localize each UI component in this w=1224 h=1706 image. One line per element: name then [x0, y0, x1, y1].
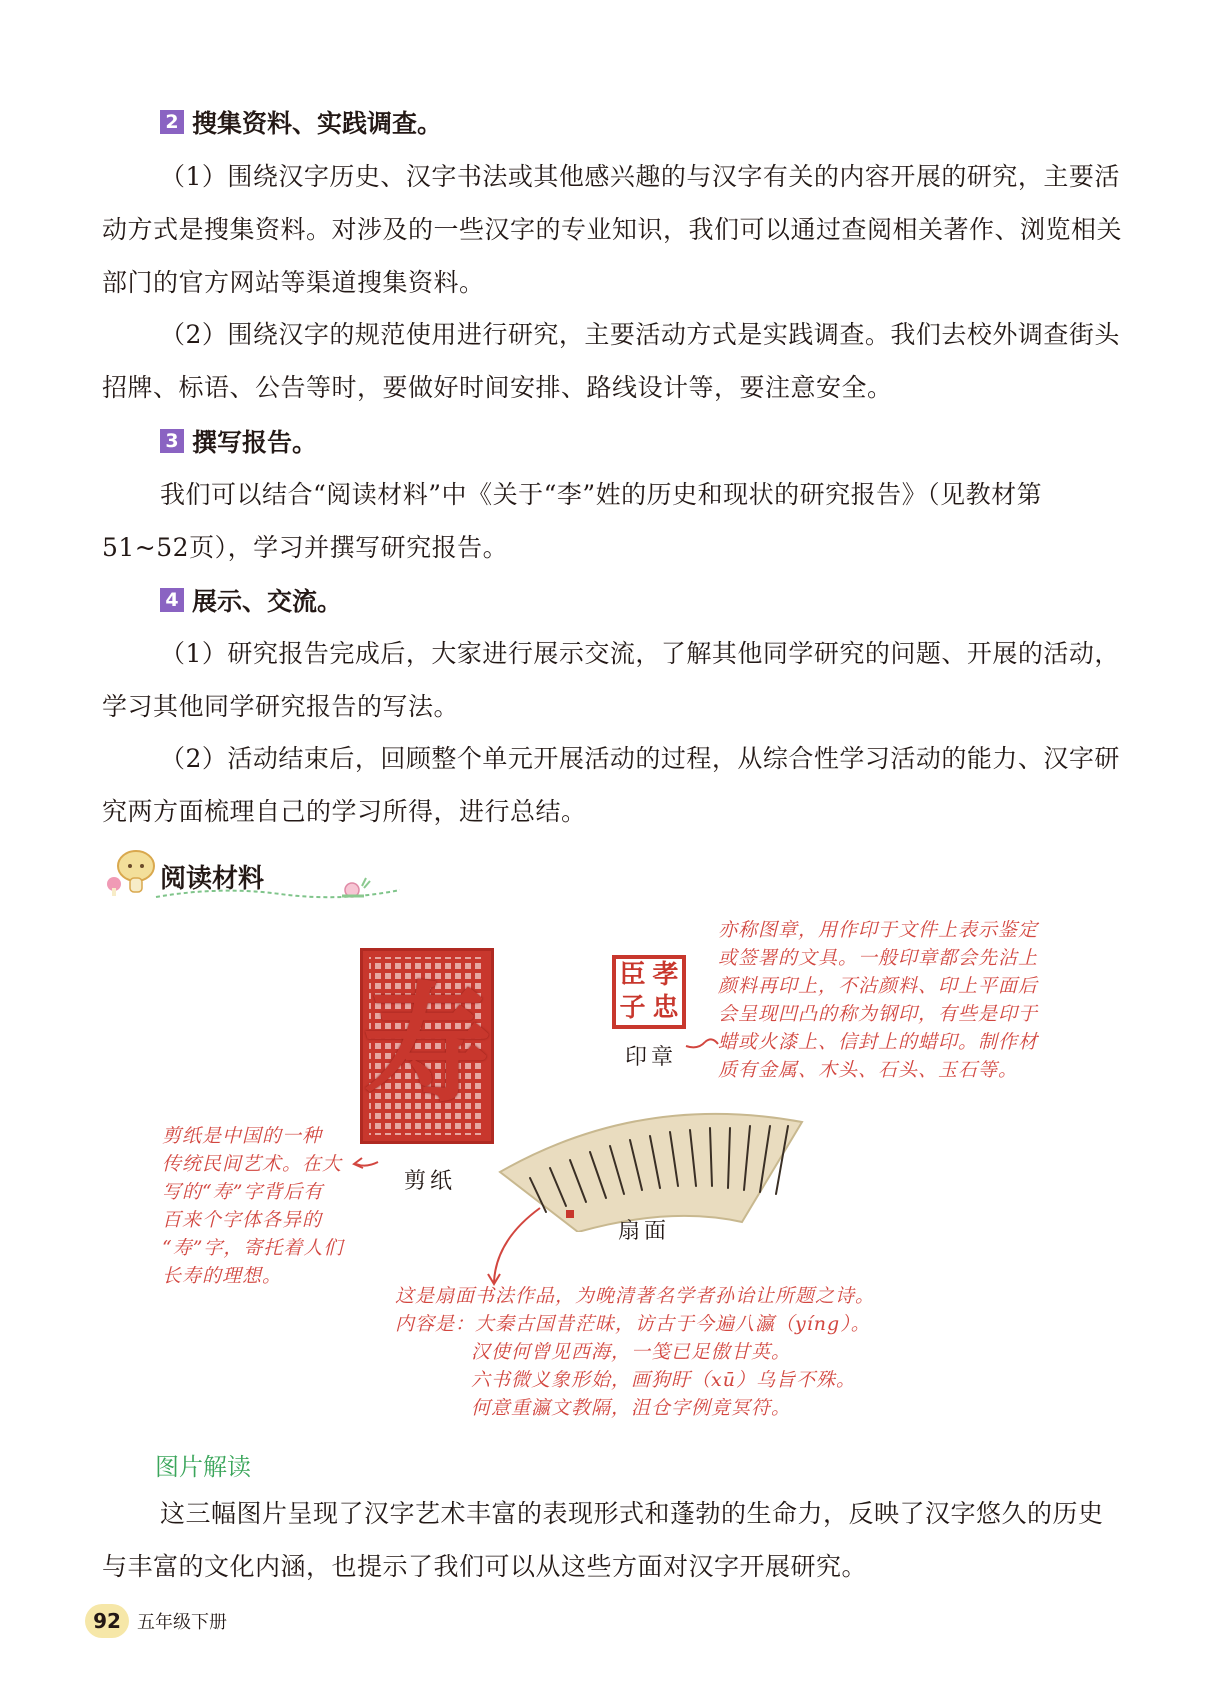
section-2-title: 搜集资料、实践调查。: [192, 109, 443, 138]
papercut-character: 寿: [363, 970, 492, 1120]
seal-caption: 印章: [625, 1045, 678, 1070]
section-number-badge: 4: [160, 588, 184, 612]
page-footer: [85, 1604, 227, 1638]
section-3-title: 撰写报告。: [192, 428, 318, 457]
section-number-badge: 2: [160, 110, 184, 134]
section-2-paragraph-1: （1）围绕汉字历史、汉字书法或其他感兴趣的与汉字有关的内容开展的研究，主要活动方式是搜集资料。对涉及的一些汉字的专业知识，我们可以通过查阅相关著作、浏览相关部门的官方网站等渠道搜集资料。: [102, 162, 1123, 297]
section-3-paragraph-1: 我们可以结合“阅读材料”中《关于“李”姓的历史和现状的研究报告》（见教材第51~52页），学习并撰写研究报告。: [102, 480, 1043, 562]
section-number-badge: 3: [160, 429, 184, 453]
seal-character: 子: [619, 993, 646, 1023]
fan-note: 这是扇面书法作品，为晚清著名学者孙诒让所题之诗。 内容是：大秦古国昔茫昧，访古于今遍八瀛（yíng）。 汉使何曾见西海，一笺已足傲甘英。 六书微义象形始，画狗盱（xū）乌旨不殊。 何意重瀛文教隔，沮仓字例竟冥符。: [395, 1285, 876, 1419]
section-4-title: 展示、交流。: [192, 587, 343, 616]
picture-interpretation-label: 图片解读: [155, 1453, 251, 1481]
seal-character: 忠: [652, 993, 679, 1023]
fan-caption: 扇面: [618, 1219, 671, 1244]
seal-character: 臣: [619, 960, 646, 990]
seal-note: 亦称图章，用作印于文件上表示鉴定 或签署的文具。一般印章都会先沾上 颜料再印上，不沾颜料、印上平面后 会呈现凹凸的称为钢印，有些是印于 蜡或火漆上、信封上的蜡印。制作材 质有金属、木头、石头、玉石等。: [718, 919, 1039, 1081]
reading-material-title: 阅读材料: [160, 864, 265, 894]
section-2-paragraph-2: （2）围绕汉字的规范使用进行研究，主要活动方式是实践调查。我们去校外调查街头招牌、标语、公告等时，要做好时间安排、路线设计等，要注意安全。: [102, 320, 1120, 402]
papercut-note: 剪纸是中国的一种 传统民间艺术。在大 写的“寿”字背后有 百来个字体各异的 “寿”字，寄托着人们 长寿的理想。: [162, 1125, 344, 1287]
grade-label: 五年级下册: [137, 1612, 227, 1633]
seal-character: 孝: [652, 960, 679, 990]
picture-interpretation-text: 这三幅图片呈现了汉字艺术丰富的表现形式和蓬勃的生命力，反映了汉字悠久的历史与丰富的文化内涵，也提示了我们可以从这些方面对汉字开展研究。: [102, 1499, 1104, 1581]
section-4-paragraph-2: （2）活动结束后，回顾整个单元开展活动的过程，从综合性学习活动的能力、汉字研究两方面梳理自己的学习所得，进行总结。: [102, 744, 1120, 826]
page-number: 92: [85, 1604, 129, 1638]
papercut-caption: 剪纸: [404, 1169, 457, 1194]
section-4-paragraph-1: （1）研究报告完成后，大家进行展示交流，了解其他同学研究的问题、开展的活动，学习其他同学研究报告的写法。: [102, 639, 1120, 721]
